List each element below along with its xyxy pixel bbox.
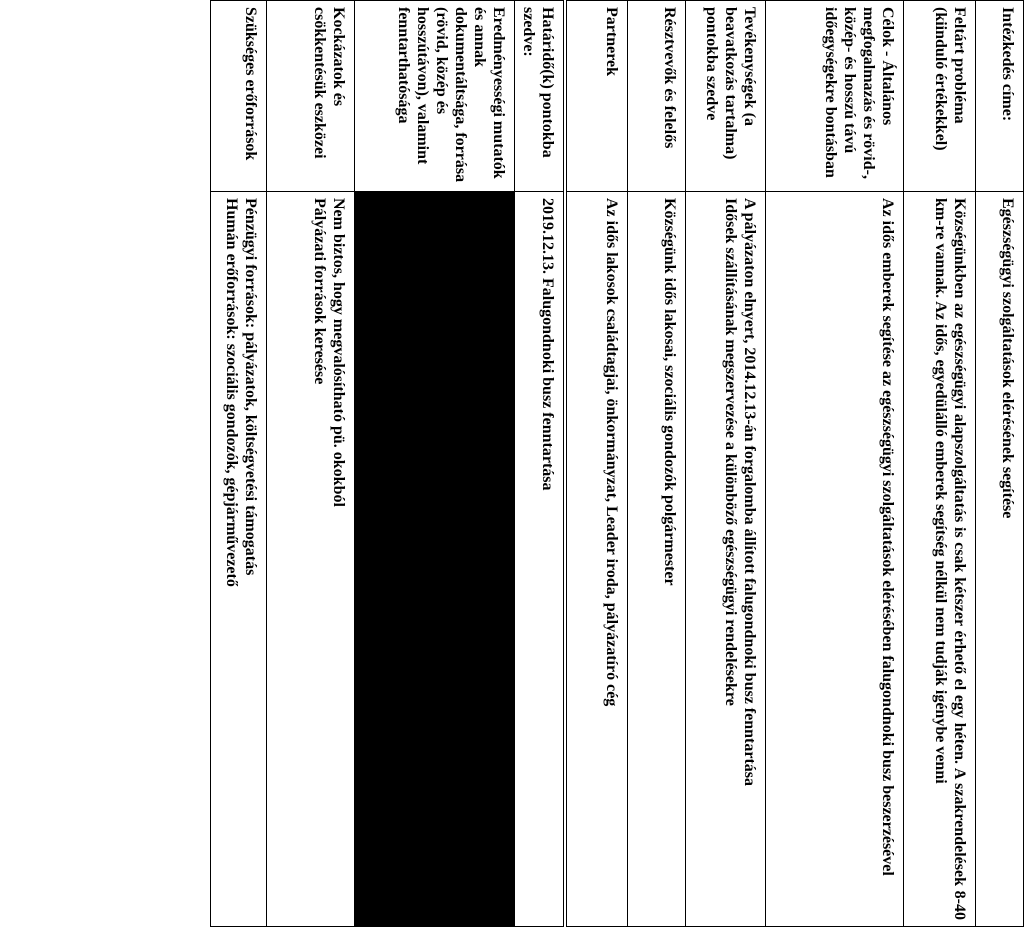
row-value — [211, 192, 267, 927]
activity-line: Idősek szállításának megszervezése a különböző egészségügyi rendelésekre — [722, 198, 739, 706]
row-value: Községünk idős lakosai, szociális gondozók polgármester — [628, 192, 686, 927]
table-row — [515, 1, 566, 927]
risk-line: Nem biztos, hogy megvalósítható pü. okokból — [330, 198, 348, 507]
table-row — [628, 1, 686, 927]
table-row — [686, 1, 766, 927]
table-row — [355, 1, 515, 927]
row-value: Az idős lakosok családtagjai, önkormányzat, Leader iroda, pályázatíró cég — [566, 192, 628, 927]
row-label: Határidő(k) pontokba szedve: — [515, 1, 566, 192]
resource-line: Pénzügyi források: pályázatok, költségvetési támogatás — [242, 198, 260, 576]
table-row — [566, 1, 628, 927]
row-label: Résztvevők és felelős — [628, 1, 686, 192]
table-row — [267, 1, 355, 927]
row-label: Tevékenységek (a beavatkozás tartalma) pontokba szedve — [686, 1, 766, 192]
resource-line: Humán erőforrások: szociális gondozók, gépjárművezető — [223, 198, 241, 587]
row-label: Eredményességi mutatók és annak dokumentáltsága, forrása (rövid, közép és hosszútávon), valamint fenntarthatósága — [355, 1, 515, 192]
redacted-cell — [355, 192, 515, 927]
row-label: Szükséges erőforrások — [211, 1, 267, 192]
row-value: Községünkben az egészségügyi alapszolgáltatás is csak kétszer érhető el egy héten. A szakrendelések 8-40 km-re vannak. Az idős, egyedülálló emberek segítség nélkül nem tudják igénybe venni — [904, 192, 976, 927]
activity-line: A pályázaton elnyert, 2014.12.13-án forgalomba állított falugondnoki busz fenntartása — [741, 198, 758, 787]
table-row — [904, 1, 976, 927]
risk-line: Pályázati források keresése — [311, 198, 329, 385]
measure-table — [211, 0, 1024, 927]
row-label: Kockázatok és csökkentésük eszközei — [267, 1, 355, 192]
row-value — [686, 192, 766, 927]
table-row — [976, 1, 1024, 927]
row-value: 2019.12.13. Falugondnoki busz fenntartása — [515, 192, 566, 927]
row-label: Feltárt probléma (kiinduló értékekkel) — [904, 1, 976, 192]
row-value: Az idős emberek segítése az egészségügyi szolgáltatások elérésében falugondnoki busz beszerzésével — [766, 192, 904, 927]
table-row — [211, 1, 267, 927]
row-label: Partnerek — [566, 1, 628, 192]
row-value — [267, 192, 355, 927]
table-row — [766, 1, 904, 927]
row-value: Egészségügyi szolgáltatások elérésének segítése — [976, 192, 1024, 927]
row-label: Intézkedés címe: — [976, 1, 1024, 192]
row-label: Célok - Általános megfogalmazás és rövid-, közép- és hosszú távú időegységekre bontásban — [766, 1, 904, 192]
